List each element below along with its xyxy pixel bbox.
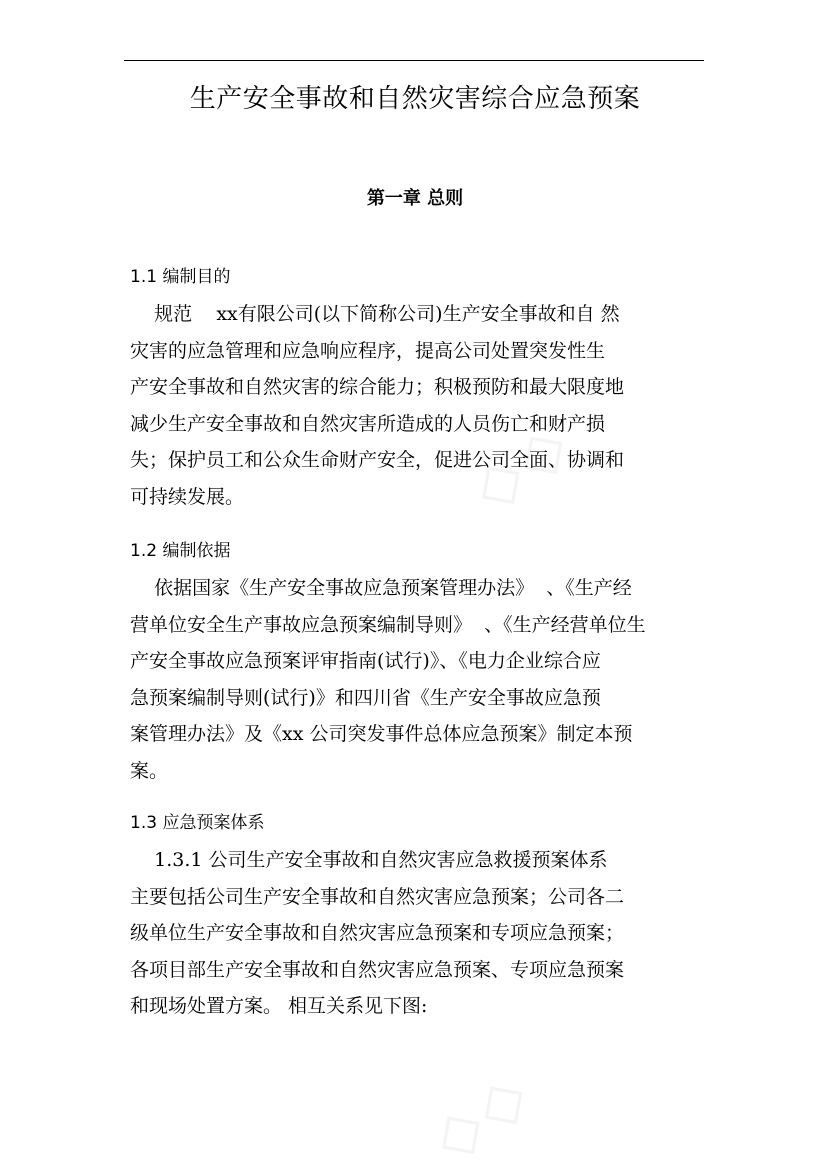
paragraph-line: 急预案编制导则(试行)》和四川省《生产安全事故应急预: [130, 686, 601, 709]
paragraph-line: 产安全事故应急预案评审指南(试行)》、《电力企业综合应: [130, 650, 601, 673]
paragraph-line: 主要包括公司生产安全事故和自然灾害应急预案；公司各二: [130, 885, 625, 908]
paragraph-line: 和现场处置方案。 相互关系见下图:: [130, 995, 428, 1018]
paragraph-line: 依据国家《生产安全事故应急预案管理办法》 、《生产经: [130, 577, 632, 599]
paragraph-line: 灾害的应急管理和应急响应程序，提高公司处置突发性生: [130, 339, 606, 362]
watermark: [419, 1056, 545, 1173]
section-heading: 1.3 应急预案体系: [130, 813, 265, 833]
paragraph-line: 级单位生产安全事故和自然灾害应急预案和专项应急预案；: [130, 922, 625, 945]
paragraph-line: 规范 xx有限公司(以下简称公司)生产安全事故和自 然: [130, 303, 620, 325]
document-title: 生产安全事故和自然灾害综合应急预案: [189, 84, 641, 114]
paragraph-line: 营单位安全生产事故应急预案编制导则》 、《生产经营单位生: [130, 613, 646, 636]
section-heading: 1.1 编制目的: [130, 267, 231, 287]
paragraph-line: 失；保护员工和公众生命财产安全，促进公司全面、协调和: [130, 449, 625, 472]
paragraph-line: 案管理办法》及《xx 公司突发事件总体应急预案》制定本预: [130, 723, 633, 746]
paragraph-line: 各项目部生产安全事故和自然灾害应急预案、专项应急预案: [130, 958, 625, 981]
paragraph-line: 案。: [130, 759, 169, 782]
section-heading: 1.2 编制依据: [130, 541, 231, 561]
section-paragraph: [130, 570, 704, 790]
section-paragraph: [130, 296, 704, 516]
paragraph-line: 1.3.1 公司生产安全事故和自然灾害应急救援预案体系: [130, 849, 608, 871]
header-rule: [124, 60, 704, 61]
section-paragraph: [130, 842, 704, 1025]
chapter-heading: 第一章 总则: [366, 188, 464, 209]
paragraph-line: 减少生产安全事故和自然灾害所造成的人员伤亡和财产损: [130, 412, 606, 435]
paragraph-line: 产安全事故和自然灾害的综合能力；积极预防和最大限度地: [130, 376, 625, 399]
paragraph-line: 可持续发展。: [130, 485, 245, 508]
